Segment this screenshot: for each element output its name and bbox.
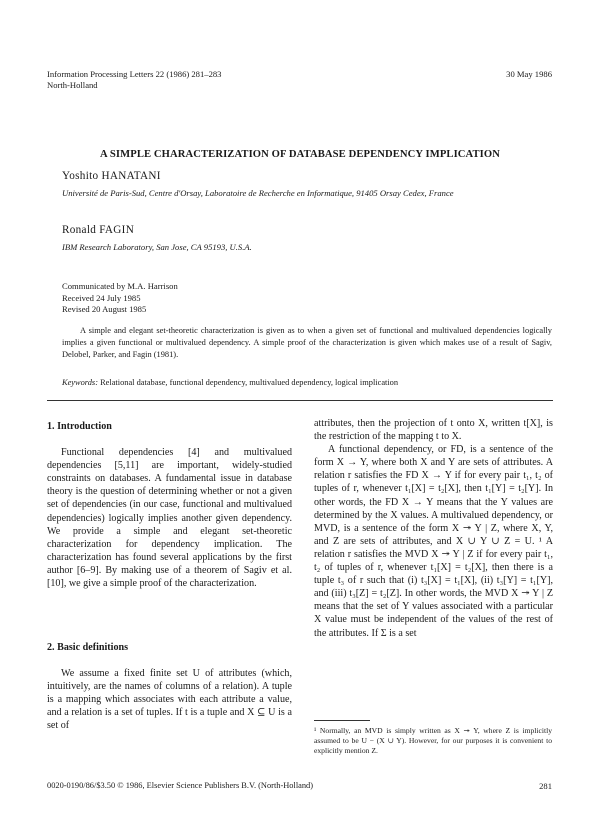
received-date: Received 24 July 1985 (62, 292, 141, 303)
publication-date: 30 May 1986 (506, 69, 552, 79)
footnote-rule (314, 720, 370, 721)
author-affiliation: IBM Research Laboratory, San Jose, CA 95193, U.S.A. (62, 242, 252, 252)
divider (47, 400, 553, 401)
dependency-paragraph: A functional dependency, or FD, is a sentence of the form X → Y, where both X and Y are sets of attributes. A relation r satisfies the FD X → Y if for every pair t₁, t₂ of tuples of r, whenever t₁[X] = t₂[X], then t₁[Y] = t₂[Y]. In other words, the FD X → Y means that the Y values are determined by the X values. A multivalued dependency, or MVD, is a sentence of the form X ↠ Y | Z, where X, Y, and Z are sets of attributes, and X ∪ Y ∪ Z = U. ¹ A relation r satisfies the MVD X ↠ Y | Z if for every pair t₁, t₂ of tuples of r, whenever t₁[X] = t₂[X], then there is a tuple t₃ of r such that (i) t₃[X] = t₁[X], (ii) t₃[Y] = t₁[Y], and (iii) t₃[Z] = t₂[Z]. In other words, the MVD X ↠ Y | Z means that the set of Y values associated with a particular X value must be independent of the values of the rest of the attributes. If Σ is a set (314, 444, 553, 639)
communication-info (62, 281, 178, 316)
author-name: Ronald FAGIN (62, 224, 135, 236)
keywords-text: Relational database, functional dependency, multivalued dependency, logical implication (100, 378, 399, 387)
left-column-lower (47, 641, 292, 733)
definitions-paragraph: We assume a fixed finite set U of attributes (which, intuitively, are the names of columns of a relation). A tuple is a mapping which associates with each attribute a value, and a relation is a set of tuples. If t is a tuple and X ⊆ U is a set of (47, 668, 292, 732)
journal-citation: Information Processing Letters 22 (1986) 281–283 (47, 69, 222, 79)
footnote: ¹ Normally, an MVD is simply written as X ↠ Y, where Z is implicitly assumed to be U − (X ∪ Y). However, for our purposes it is convenient to explicitly mention Z. (314, 726, 552, 756)
right-column (314, 417, 553, 640)
issn-line: 0020-0190/86/$3.50 © 1986, Elsevier Science Publishers B.V. (North-Holland) (47, 781, 314, 790)
section-heading: 2. Basic definitions (47, 642, 129, 653)
publisher: North-Holland (47, 80, 98, 90)
projection-paragraph: attributes, then the projection of t onto X, written t[X], is the restriction of the mapping t to X. (314, 418, 553, 443)
paper-title: A SIMPLE CHARACTERIZATION OF DATABASE DEPENDENCY IMPLICATION (100, 149, 500, 160)
keywords (62, 378, 398, 387)
section-heading: 1. Introduction (47, 421, 112, 432)
author-name: Yoshito HANATANI (62, 170, 161, 182)
intro-paragraph: Functional dependencies [4] and multivalued dependencies [5,11] are important, widely-studied constraints on databases. A fundamental issue in database theory is the question of determining whether or not a given set of dependencies (in our case, functional and multivalued dependencies) logically implies another given dependency. We provide a simple and elegant set-theoretic characterization for dependency implication. The characterization has found several applications by the first author [6–9]. By making use of a theorem of Sagiv et al. [10], we give a simple proof of the characterization. (47, 447, 292, 590)
author-affiliation: Université de Paris-Sud, Centre d'Orsay, Laboratoire de Recherche en Informatique, 91405 Orsay Cedex, France (62, 188, 454, 198)
abstract: A simple and elegant set-theoretic characterization is given as to when a given set of functional and multivalued dependencies logically implies a given functional or multivalued dependency. A simple proof of the characterization is given which makes use of a result of Sagiv, Delobel, Parker, and Fagin (1981). (62, 326, 552, 359)
journal-header (47, 69, 221, 91)
communicated-by: Communicated by M.A. Harrison (62, 281, 178, 291)
keywords-label: Keywords: (62, 378, 98, 387)
left-column (47, 420, 292, 590)
revised-date: Revised 20 August 1985 (62, 304, 147, 314)
page-number: 281 (539, 781, 552, 791)
